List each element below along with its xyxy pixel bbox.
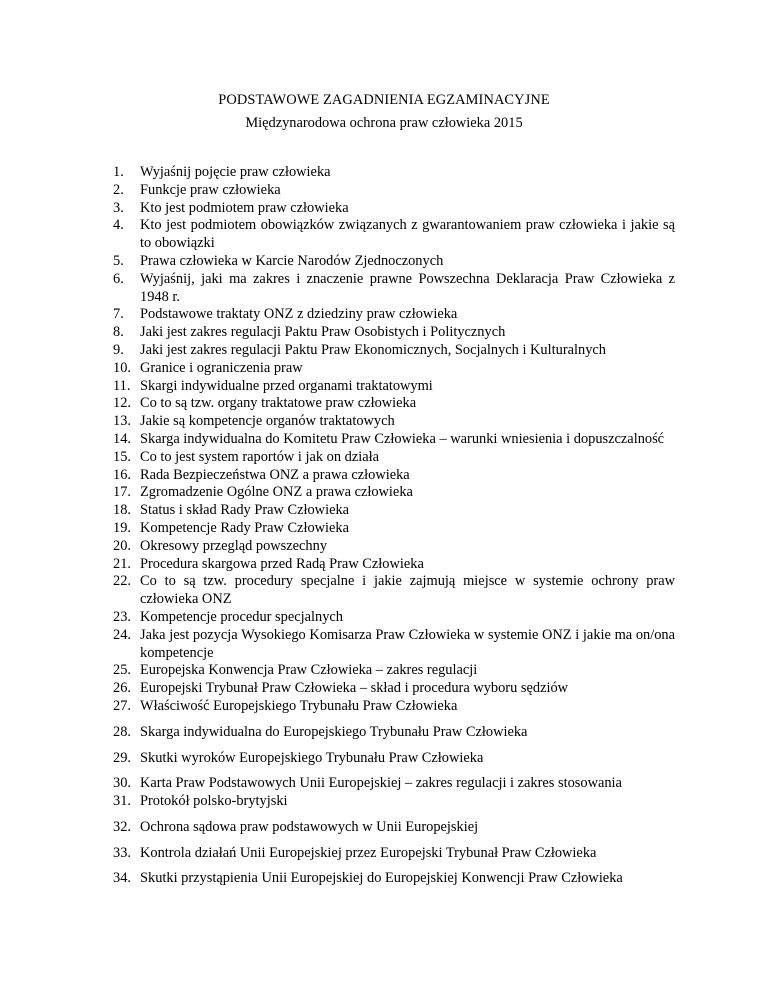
question-item-7 — [113, 306, 675, 324]
question-number: 25. — [113, 662, 131, 679]
question-number: 15. — [113, 448, 131, 465]
question-item-4 — [113, 217, 675, 253]
question-text: Europejski Trybunał Praw Człowieka – skład i procedura wyboru sędziów — [140, 680, 569, 697]
question-text: Rada Bezpieczeństwa ONZ a prawa człowieka — [140, 466, 410, 483]
question-text: Funkcje praw człowieka — [140, 181, 281, 198]
question-number: 26. — [113, 680, 131, 697]
question-number: 7. — [113, 306, 124, 323]
question-number: 3. — [113, 199, 124, 216]
question-text: Okresowy przegląd powszechny — [140, 537, 328, 554]
question-number: 29. — [113, 749, 131, 766]
question-item-21 — [113, 556, 675, 574]
question-text: Protokół polsko-brytyjski — [140, 793, 288, 810]
question-number: 5. — [113, 252, 124, 269]
question-text: Procedura skargowa przed Radą Praw Człowieka — [140, 555, 424, 572]
question-item-24 — [113, 627, 675, 663]
question-text: Jakie są kompetencje organów traktatowych — [140, 413, 395, 430]
question-item-25 — [113, 662, 675, 680]
question-item-15 — [113, 449, 675, 467]
question-text: Skutki wyroków Europejskiego Trybunału Praw Człowieka — [140, 749, 484, 766]
question-text: Prawa człowieka w Karcie Narodów Zjednoczonych — [140, 252, 444, 269]
question-item-18 — [113, 502, 675, 520]
question-text: Granice i ograniczenia praw — [140, 359, 303, 376]
question-text: Jaka jest pozycja Wysokiego Komisarza Praw Człowieka w systemie ONZ i jakie ma on/ona kompetencje — [140, 626, 675, 661]
question-item-6 — [113, 271, 675, 307]
question-item-1 — [113, 164, 675, 182]
question-item-11 — [113, 378, 675, 396]
question-number: 33. — [113, 844, 131, 861]
question-text: Kto jest podmiotem obowiązków związanych z gwarantowaniem praw człowieka i jakie są to obowiązki — [140, 217, 675, 252]
question-text: Wyjaśnij, jaki ma zakres i znaczenie prawne Powszechna Deklaracja Praw Człowieka z 1948 r. — [140, 270, 675, 305]
question-item-19 — [113, 520, 675, 538]
question-item-33 — [113, 845, 675, 863]
question-text: Właściwość Europejskiego Trybunału Praw Człowieka — [140, 697, 458, 714]
question-item-14 — [113, 431, 675, 449]
question-number: 10. — [113, 359, 131, 376]
question-text: Skutki przystąpienia Unii Europejskiej do Europejskiej Konwencji Praw Człowieka — [140, 870, 623, 887]
document-subtitle: Międzynarodowa ochrona praw człowieka 2015 — [245, 115, 523, 131]
question-text: Co to są tzw. procedury specjalne i jakie zajmują miejsce w systemie ochrony praw człowieka ONZ — [140, 573, 675, 608]
question-text: Wyjaśnij pojęcie praw człowieka — [140, 164, 331, 180]
question-number: 23. — [113, 608, 131, 625]
question-item-16 — [113, 467, 675, 485]
question-item-10 — [113, 360, 675, 378]
question-item-28 — [113, 724, 675, 742]
question-number: 9. — [113, 341, 124, 358]
question-item-20 — [113, 538, 675, 556]
question-text: Europejska Konwencja Praw Człowieka – zakres regulacji — [140, 662, 478, 679]
question-item-23 — [113, 609, 675, 627]
question-number: 18. — [113, 502, 131, 519]
question-text: Zgromadzenie Ogólne ONZ a prawa człowieka — [140, 484, 413, 501]
question-item-29 — [113, 750, 675, 768]
question-number: 24. — [113, 626, 131, 643]
question-item-13 — [113, 413, 675, 431]
question-text: Ochrona sądowa praw podstawowych w Unii Europejskiej — [140, 818, 479, 835]
question-item-26 — [113, 680, 675, 698]
document-title: PODSTAWOWE ZAGADNIENIA EGZAMINACYJNE — [218, 92, 550, 108]
question-text: Kontrola działań Unii Europejskiej przez Europejski Trybunał Praw Człowieka — [140, 844, 597, 861]
question-text: Co to jest system raportów i jak on działa — [140, 448, 379, 465]
question-item-17 — [113, 484, 675, 502]
question-item-8 — [113, 324, 675, 342]
question-item-31 — [113, 793, 675, 811]
question-item-30 — [113, 775, 675, 793]
question-item-27 — [113, 698, 675, 716]
question-number: 14. — [113, 430, 131, 447]
question-text: Status i skład Rady Praw Człowieka — [140, 502, 350, 519]
question-number: 21. — [113, 555, 131, 572]
question-number: 1. — [113, 164, 124, 180]
question-number: 6. — [113, 270, 124, 287]
question-text: Kompetencje procedur specjalnych — [140, 608, 343, 625]
question-item-5 — [113, 253, 675, 271]
question-number: 13. — [113, 413, 131, 430]
question-number: 22. — [113, 573, 131, 590]
question-text: Karta Praw Podstawowych Unii Europejskiej – zakres regulacji i zakres stosowania — [140, 775, 622, 792]
question-number: 12. — [113, 395, 131, 412]
question-number: 34. — [113, 870, 131, 887]
question-item-2 — [113, 182, 675, 200]
question-number: 30. — [113, 775, 131, 792]
question-number: 31. — [113, 793, 131, 810]
question-number: 17. — [113, 484, 131, 501]
question-number: 11. — [113, 377, 131, 394]
question-item-12 — [113, 395, 675, 413]
question-text: Co to są tzw. organy traktatowe praw człowieka — [140, 395, 417, 412]
question-text: Kto jest podmiotem praw człowieka — [140, 199, 349, 216]
question-number: 28. — [113, 723, 131, 740]
question-item-9 — [113, 342, 675, 360]
question-number: 4. — [113, 217, 124, 234]
question-number: 8. — [113, 324, 124, 341]
question-number: 2. — [113, 181, 124, 198]
question-item-34 — [113, 870, 675, 888]
question-text: Kompetencje Rady Praw Człowieka — [140, 519, 350, 536]
question-number: 20. — [113, 537, 131, 554]
question-item-32 — [113, 819, 675, 837]
question-item-3 — [113, 200, 675, 218]
question-number: 19. — [113, 519, 131, 536]
question-list — [113, 164, 675, 888]
question-number: 32. — [113, 818, 131, 835]
question-item-22 — [113, 573, 675, 609]
question-number: 16. — [113, 466, 131, 483]
question-text: Jaki jest zakres regulacji Paktu Praw Osobistych i Politycznych — [140, 324, 506, 341]
question-text: Podstawowe traktaty ONZ z dziedziny praw człowieka — [140, 306, 458, 323]
question-text: Jaki jest zakres regulacji Paktu Praw Ekonomicznych, Socjalnych i Kulturalnych — [140, 341, 606, 358]
question-text: Skarga indywidualna do Europejskiego Trybunału Praw Człowieka — [140, 723, 528, 740]
question-text: Skarga indywidualna do Komitetu Praw Człowieka – warunki wniesienia i dopuszczalność — [140, 430, 665, 447]
question-number: 27. — [113, 697, 131, 714]
question-text: Skargi indywidualne przed organami traktatowymi — [140, 377, 433, 394]
